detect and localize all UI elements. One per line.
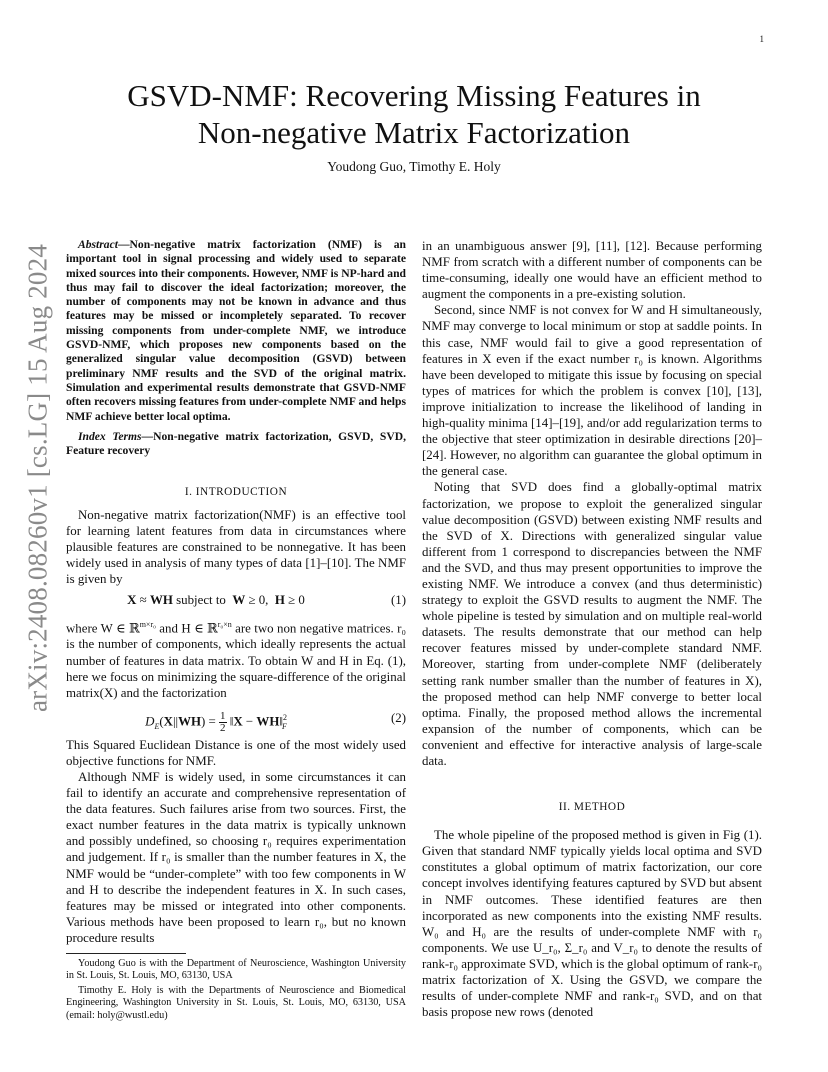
- equation-1-body: X ≈ WH subject to W ≥ 0, H ≥ 0: [127, 593, 305, 608]
- abstract: [66, 238, 406, 424]
- equation-1-number: (1): [390, 593, 406, 608]
- paper-title: [0, 77, 828, 151]
- abstract-label: Abstract: [78, 238, 118, 251]
- title-line-2: Non-negative Matrix Factorization: [197, 115, 631, 150]
- intro-paragraph-4: Although NMF is widely used, in some circumstances it can fail to identify an accurate and comprehensive representation of the data features. Such failures arise from two sources. First, the exact number features in the data matrix is typically unknown and possibly undefined, so choosing r₀ requires experimentation and judgement. If r₀ is smaller than the number features in X, the NMF would be “under-complete” with too few components in W and H to describe the independent features in X. In such cases, features may be missed or integrated into other components. Various methods have been proposed to learn r₀, but no known procedure results: [66, 769, 406, 945]
- method-paragraph-1: The whole pipeline of the proposed method is given in Fig (1). Given that standard NMF typically yields local optima and SVD constitutes a global optimum of matrix factorization, our core concept involves identifying features captured by SVD but absent in NMF outcomes. These identified features are then incorporated as new components into the existing NMF results. W₀ and H₀ are the results of under-complete NMF with r₀ components. We use U_r₀, Σ_r₀ and V_r₀ to denote the results of rank-r₀ approximate SVD, which is the global optimum of rank-r₀ matrix factorization of X. Using the GSVD, we compare the results of under-complete NMF and rank-r₀ SVD, and on that basis propose new rows (denoted: [422, 828, 762, 1020]
- arxiv-identifier-text: arXiv:2408.08260v1 [cs.LG] 15 Aug 2024: [22, 243, 53, 713]
- equation-2-number: (2): [390, 710, 406, 725]
- index-terms-text: —Non-negative matrix factorization, GSVD, SVD, Feature recovery: [66, 429, 406, 458]
- intro-paragraph-7: Noting that SVD does find a globally-optimal matrix factorization, we propose to exploit the generalized singular value decomposition (GSVD) between existing NMF results and the SVD of X. Directions with generalized singular value different from 1 correspond to discrepancies between the NMF and the SVD, and thus may present opportunities to improve the existing NMF. We introduce a convex (and thus deterministic) strategy to exploit the GSVD results to augment the NMF. The whole pipeline is tested by simulation and on multiple real-world datasets. The results demonstrate that our method can help recover features missed by under-complete standard NMF. Moreover, starting from under-complete NMF (deliberately setting rank number smaller than the number of features in X), the proposed method can help NMF converge to better local optima. Finally, the proposed method allows the incremental expansion of the number of components, which can be convenient and effective for interactive analysis of large-scale data.: [422, 480, 762, 768]
- left-column: [66, 238, 406, 1022]
- section-heading-method: II. METHOD: [558, 801, 626, 814]
- authors: Youdong Guo, Timothy E. Holy: [327, 159, 501, 174]
- footnote-rule: [66, 953, 186, 954]
- intro-paragraph-6: Second, since NMF is not convex for W and H simultaneously, NMF may converge to local minimum or stop at saddle points. In this case, NMF would fail to give a good representation of features in X even if the exact number r₀ is known. Algorithms have been developed to mitigate this issue by focusing on special types of matrices for which the problem is convex [10], [13], improve initialization to increase the likelihood of landing in high-quality minima [14]–[19], and/or add regularization terms to the objective that steer optimization in desirable directions [20]–[24]. However, no algorithm can guarantee the global optimum in the general case.: [422, 303, 762, 479]
- equation-2: [66, 701, 406, 737]
- index-terms: [66, 430, 406, 459]
- intro-paragraph-5: in an unambiguous answer [9], [11], [12]. Because performing NMF from scratch with a different number of components can be time-consuming, ideally one would have an efficient method to augment the components in a pre-existing solution.: [422, 239, 762, 302]
- index-terms-label: Index Terms: [78, 429, 142, 443]
- intro-paragraph-1: Non-negative matrix factorization(NMF) is an effective tool for learning latent features from data in circumstances where plausible features are constrained to be nonnegative. It has been widely used in analysis of many types of data [1]–[10]. The NMF is given by: [66, 507, 406, 586]
- footnote-affiliation-2: Timothy E. Holy is with the Departments of Neuroscience and Biomedical Engineering, Washington University in St. Louis, St. Louis, MO, 63130, USA (email: holy@wustl.edu): [66, 984, 406, 1021]
- intro-paragraph-3: This Squared Euclidean Distance is one of the most widely used objective functions for NMF.: [66, 737, 406, 768]
- page-number: 1: [759, 34, 764, 44]
- abstract-text: —Non-negative matrix factorization (NMF) is an important tool in signal processing and widely used to separate mixed sources into their components. However, NMF is NP-hard and thus may fail to discover the ideal factorization; moreover, the number of components may not be known in advance and thus features may be missed or incompletely separated. To recover missing components from under-complete NMF, we introduce GSVD-NMF, which proposes new components based on the generalized singular value decomposition (GSVD) between preliminary NMF results and the SVD of the original matrix. Simulation and experimental results demonstrate that GSVD-NMF often recovers missing features from under-complete NMF and helps NMF achieve better local optima.: [66, 238, 406, 423]
- section-heading-introduction: I. INTRODUCTION: [184, 486, 288, 499]
- footnote-affiliation-1: Youdong Guo is with the Department of Neuroscience, Washington University in St. Louis, St. Louis, MO, 63130, USA: [66, 958, 406, 982]
- title-line-1: GSVD-NMF: Recovering Missing Features in: [127, 78, 701, 113]
- right-column: [422, 238, 762, 1020]
- equation-1: [66, 587, 406, 617]
- intro-paragraph-2: where W ∈ ℝ$^{m\times r_0}$ and H ∈ ℝ$^{r_0\times n}$ are two non negative matrices. r₀ is the number of components, which ideally represents the actual number of features in data matrix. To obtain W and H in Eq. (1), here we focus on minimizing the square-difference of the original matrix(X) and the factorization: [66, 620, 406, 700]
- arxiv-identifier: [18, 243, 58, 713]
- equation-2-body: $D_E(X||WH)$ = $\frac{1}{2}$ ‖X − WH‖$^2_F$: [145, 709, 287, 734]
